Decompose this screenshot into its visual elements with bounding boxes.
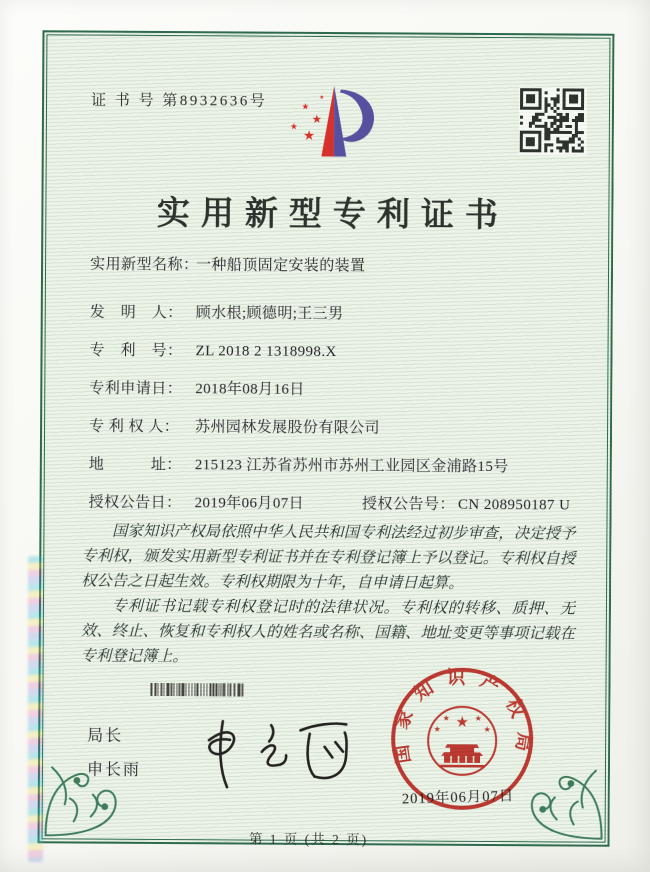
legal-paragraph-2: 专利证书记载专利权登记时的法律状况。专利权的转移、质押、无效、终止、恢复和专利权人的姓名或名称、国籍、地址变更等事项记载在专利登记簿上。 — [80, 597, 576, 665]
field-label: 实用新型名称： — [90, 256, 199, 274]
field-inventors — [90, 302, 583, 328]
field-label: 专 利 号： — [89, 342, 183, 360]
field-list — [88, 254, 583, 533]
seal-emblem-gate — [439, 744, 485, 767]
holographic-strip — [28, 556, 43, 862]
svg-text:★: ★ — [474, 713, 482, 723]
field-address — [89, 454, 582, 480]
svg-text:★: ★ — [301, 102, 310, 113]
corner-ornament-icon — [44, 745, 137, 838]
corner-ornament-icon — [512, 748, 605, 841]
field-grant-number — [362, 493, 570, 517]
director-name: 申长雨 — [86, 761, 142, 779]
field-filing-date — [89, 378, 582, 404]
svg-text:★: ★ — [455, 712, 470, 731]
field-value: 一种船顶固定安装的装置 — [196, 257, 366, 275]
field-label: 授权公告号： — [361, 496, 456, 513]
field-label: 专 利 权 人： — [89, 418, 180, 436]
svg-text:★: ★ — [289, 122, 298, 133]
certificate-number: 证 书 号 第8932636号 — [91, 92, 268, 110]
page-number: 第 1 页 (共 2 页) — [248, 831, 369, 848]
svg-text:★: ★ — [483, 724, 491, 735]
svg-text:★: ★ — [442, 713, 450, 723]
certificate-title: 实用新型专利证书 — [156, 195, 509, 235]
field-grant-row — [89, 492, 582, 518]
certificate-page — [38, 30, 615, 846]
seal-agency-text: 国家知识产权局 — [390, 668, 534, 766]
field-value: 2018年08月16日 — [195, 381, 305, 398]
field-value: CN 208950187 U — [457, 496, 571, 514]
field-label: 发 明 人： — [89, 304, 183, 322]
svg-text:★: ★ — [319, 95, 325, 102]
svg-text:★: ★ — [433, 724, 441, 734]
field-value: 215123 江苏省苏州市苏州工业园区金浦路15号 — [194, 457, 509, 476]
field-value: 苏州园林发展股份有限公司 — [195, 419, 380, 437]
director-signature — [189, 692, 370, 803]
seal-date: 2019年06月07日 — [401, 788, 515, 808]
seal-emblem-stars — [434, 713, 491, 734]
field-value: 顾水根;顾德明;王三男 — [195, 305, 344, 323]
svg-text:★: ★ — [303, 129, 316, 145]
legal-paragraph-1: 国家知识产权局依照中华人民共和国专利法经过初步审查，决定授予专利权，颁发实用新型专利证书并在专利登记簿上予以登记。专利权自授权公告之日起生效。专利权期限为十年，自申请日起算。 — [81, 522, 576, 592]
director-title: 局长 — [87, 727, 124, 745]
field-label: 地 址： — [88, 456, 182, 474]
barcode — [150, 683, 254, 697]
qr-code — [519, 87, 587, 155]
field-label: 专利申请日： — [89, 380, 183, 398]
legal-text — [81, 520, 576, 673]
field-label: 授权公告日： — [88, 494, 182, 512]
svg-text:★: ★ — [311, 111, 323, 126]
field-value: ZL 2018 2 1318998.X — [195, 343, 337, 361]
field-value: 2019年06月07日 — [194, 495, 305, 512]
field-patentee — [89, 416, 582, 442]
field-patent-number — [89, 340, 582, 366]
field-utility-model-name — [90, 254, 583, 280]
cnipa-logo-icon — [282, 80, 391, 167]
